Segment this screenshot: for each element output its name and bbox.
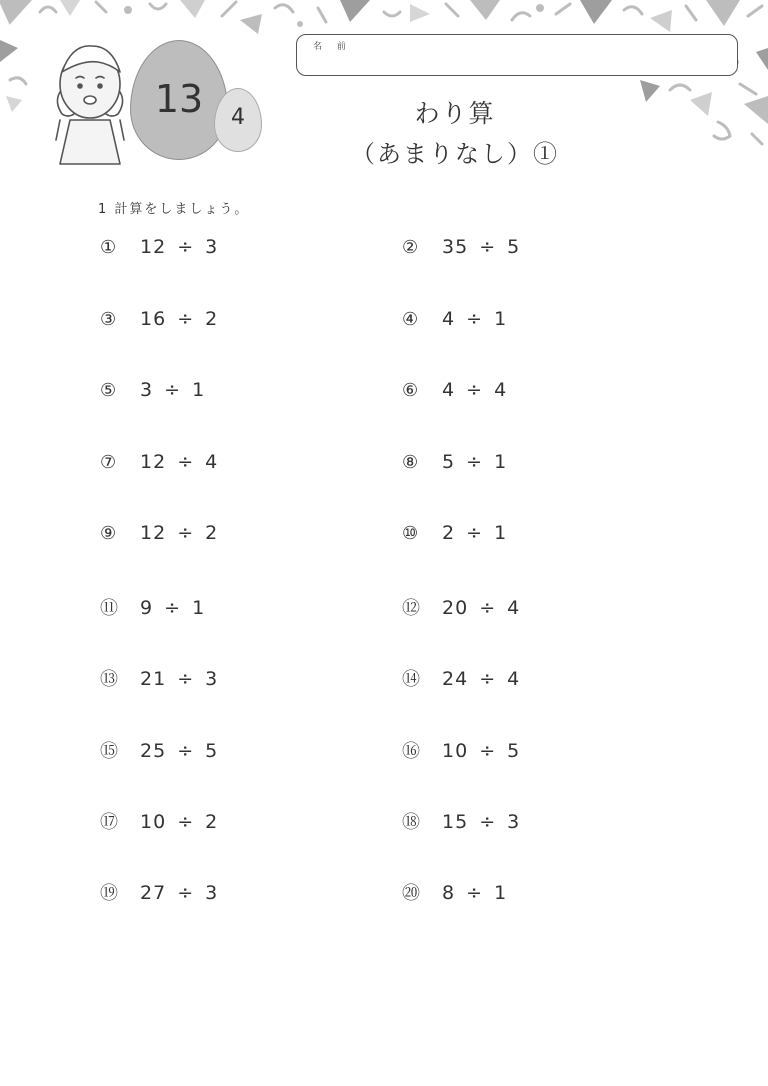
name-field[interactable] (296, 34, 738, 76)
problem-number: ⑰ (100, 812, 118, 833)
problem-item (402, 737, 520, 763)
problem-number: ② (402, 237, 419, 258)
problem-number: ⑱ (402, 812, 420, 833)
problem-item (100, 522, 218, 544)
problem-number: ⑥ (402, 380, 419, 401)
problem-expression: 16 ÷ 2 (140, 308, 219, 330)
problem-item (402, 379, 507, 401)
problem-item (402, 808, 520, 834)
worksheet-subtitle: （あまりなし）① (351, 140, 559, 168)
problem-number: ⑯ (402, 741, 420, 762)
problem-expression: 35 ÷ 5 (442, 236, 521, 258)
problem-item (100, 594, 205, 620)
problem-item (402, 308, 507, 330)
problem-number: ⑨ (100, 523, 117, 544)
problem-item (402, 594, 520, 620)
problem-expression: 21 ÷ 3 (140, 668, 219, 690)
problem-number: ⑭ (402, 669, 420, 690)
problem-item (100, 379, 205, 401)
problem-number: ⑦ (100, 452, 117, 473)
problem-expression: 3 ÷ 1 (140, 379, 206, 401)
problem-expression: 20 ÷ 4 (442, 597, 521, 619)
worksheet-title: わり算 (414, 99, 496, 128)
problem-item (100, 665, 218, 691)
problem-item (402, 879, 507, 905)
problem-item (402, 522, 507, 544)
problem-item (402, 665, 520, 691)
instruction-text: 1 計算をしましょう。 (98, 202, 250, 217)
worried-child-illustration (46, 42, 134, 168)
problem-number: ⑬ (100, 669, 118, 690)
problem-item (100, 808, 218, 834)
problem-expression: 15 ÷ 3 (442, 811, 521, 833)
problem-number: ⑮ (100, 741, 118, 762)
problem-expression: 2 ÷ 1 (442, 522, 508, 544)
problem-expression: 10 ÷ 5 (442, 740, 521, 762)
problem-expression: 27 ÷ 3 (140, 882, 219, 904)
problem-expression: 24 ÷ 4 (442, 668, 521, 690)
problem-number: ⑫ (402, 598, 420, 619)
problem-number: ⑳ (402, 883, 420, 904)
problem-number: ⑤ (100, 380, 117, 401)
problem-expression: 4 ÷ 1 (442, 308, 508, 330)
problem-expression: 5 ÷ 1 (442, 451, 508, 473)
problem-number: ④ (402, 309, 419, 330)
problem-item (100, 737, 218, 763)
problem-number: ⑲ (100, 883, 118, 904)
problem-number: ③ (100, 309, 117, 330)
problem-item (402, 451, 507, 473)
problem-expression: 8 ÷ 1 (442, 882, 508, 904)
problem-item (100, 236, 218, 258)
unit-number: 13 (154, 77, 204, 121)
problem-item (402, 236, 520, 258)
problem-number: ⑪ (100, 598, 118, 619)
sub-number: 4 (231, 105, 245, 130)
problem-expression: 25 ÷ 5 (140, 740, 219, 762)
problem-number: ⑧ (402, 452, 419, 473)
problem-item (100, 879, 218, 905)
name-label: 名 前 (313, 42, 352, 52)
problem-expression: 12 ÷ 4 (140, 451, 219, 473)
problem-item (100, 308, 218, 330)
problem-expression: 4 ÷ 4 (442, 379, 508, 401)
problem-expression: 9 ÷ 1 (140, 597, 206, 619)
problem-expression: 12 ÷ 3 (140, 236, 219, 258)
problem-expression: 10 ÷ 2 (140, 811, 219, 833)
problem-number: ① (100, 237, 117, 258)
problem-item (100, 451, 218, 473)
problem-expression: 12 ÷ 2 (140, 522, 219, 544)
problem-number: ⑩ (402, 523, 419, 544)
